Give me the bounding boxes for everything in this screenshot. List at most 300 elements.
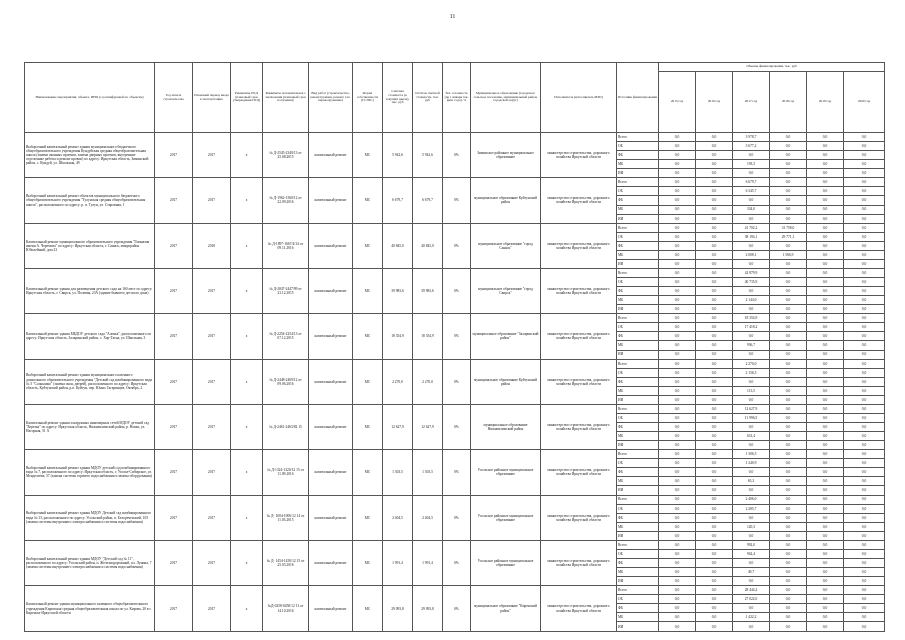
- funding-value: 0,0: [659, 341, 696, 350]
- funding-value: 0,0: [696, 214, 733, 223]
- funding-value: 0,0: [770, 459, 807, 468]
- funding-value: 0,0: [844, 540, 885, 549]
- funding-value: 0,0: [659, 540, 696, 549]
- funding-value: 0,0: [659, 595, 696, 604]
- funding-value: 0,0: [659, 622, 696, 632]
- funding-value: 0,0: [696, 205, 733, 214]
- funding-source: ИИ: [617, 531, 659, 540]
- funding-value: 0,0: [807, 250, 844, 259]
- funding-value: 0,0: [696, 133, 733, 142]
- funding-value: 0,0: [770, 142, 807, 151]
- funding-source: МБ: [617, 205, 659, 214]
- header-mun: Муниципальное образование (городское/сельское поселение, муниципальный район, городской округ): [471, 63, 541, 133]
- funding-value: 0,0: [807, 268, 844, 277]
- funding-value: 0,0: [659, 241, 696, 250]
- funding-value: 0,0: [696, 577, 733, 586]
- funding-value: 0,0: [844, 577, 885, 586]
- table-row: [25, 495, 885, 504]
- funding-source: ИИ: [617, 486, 659, 495]
- row-executor: министерство строительства, дорожного хозяйства Иркутской области: [541, 540, 617, 585]
- funding-value: 65,3: [733, 477, 770, 486]
- funding-value: 193,5: [733, 160, 770, 169]
- funding-value: 29 771,1: [770, 232, 807, 241]
- funding-value: 0,0: [696, 468, 733, 477]
- funding-value: 0,0: [844, 395, 885, 404]
- row-executor: министерство строительства, дорожного хозяйства Иркутской области: [541, 404, 617, 449]
- row-work: капитальный ремонт: [309, 178, 353, 223]
- row-ready: 0%: [443, 223, 471, 268]
- funding-value: 0,0: [807, 468, 844, 477]
- funding-value: 0,0: [807, 259, 844, 268]
- row-end: 2017: [193, 404, 231, 449]
- funding-value: 0,0: [659, 613, 696, 622]
- funding-value: 0,0: [659, 359, 696, 368]
- funding-value: 0,0: [696, 323, 733, 332]
- funding-value: 0,0: [807, 214, 844, 223]
- funding-value: 0,0: [659, 604, 696, 613]
- funding-source: Всего: [617, 268, 659, 277]
- header-form: Форма собственности (ГС/МС): [353, 63, 383, 133]
- header-year: 2015 год: [659, 72, 696, 133]
- table-row: [25, 540, 885, 549]
- funding-value: 0,0: [844, 613, 885, 622]
- row-start: 2017: [155, 268, 193, 313]
- funding-value: 0,0: [696, 386, 733, 395]
- funding-value: 0,0: [807, 377, 844, 386]
- funding-value: 0,0: [659, 205, 696, 214]
- funding-value: 17 418,2: [733, 323, 770, 332]
- table-row: [25, 450, 885, 459]
- row-remain: 5 942,6: [413, 133, 443, 178]
- funding-value: 0,0: [696, 423, 733, 432]
- funding-value: 0,0: [659, 404, 696, 413]
- funding-value: 0,0: [659, 395, 696, 404]
- funding-value: 0,0: [807, 278, 844, 287]
- funding-value: 1 240,9: [733, 459, 770, 468]
- funding-value: 0,0: [770, 241, 807, 250]
- funding-value: 0,0: [770, 531, 807, 540]
- funding-value: 0,0: [807, 305, 844, 314]
- funding-value: 0,0: [844, 332, 885, 341]
- row-municipality: Усольское районное муниципальное образование: [471, 450, 541, 495]
- funding-value: 2 285,7: [733, 504, 770, 513]
- funding-value: 0,0: [696, 268, 733, 277]
- row-psd: х: [231, 314, 263, 359]
- funding-source: ОБ: [617, 187, 659, 196]
- row-name: Выборочный капитальный ремонт здания МДОУ "Детский сад № 11", расположенного по адресу: Усольский район, п. Железнодорожный, пл. Лунина, 7 (замена системы внутреннего электроснабжения и системы водоснабжения): [25, 540, 155, 585]
- funding-value: 0,0: [807, 142, 844, 151]
- funding-value: 0,0: [696, 513, 733, 522]
- funding-value: 0,0: [733, 214, 770, 223]
- row-name: Капитальный ремонт здания МБДОУ детского сада "Аленка", расположенного по адресу: Иркутская область, Заларинский район, с. Хор-Тагна, ул. Школьная, 3: [25, 314, 155, 359]
- funding-value: 0,0: [807, 477, 844, 486]
- header-exec: Исполнитель (исполнитель МЗП): [541, 63, 617, 133]
- funding-value: 27 022,0: [733, 595, 770, 604]
- row-psd: х: [231, 404, 263, 449]
- funding-value: 0,0: [733, 423, 770, 432]
- funding-value: 40 735,9: [733, 278, 770, 287]
- row-start: 2017: [155, 314, 193, 359]
- funding-value: 0,0: [659, 568, 696, 577]
- row-executor: министерство строительства, дорожного хозяйства Иркутской области: [541, 314, 617, 359]
- row-name: Выборочный капитальный ремонт здания МДОУ детский сад комбинированного вида № 7, расположенного по адресу: Иркутская область, г. Усолье-Сибирское, ул. Менделеева, 57 (замена системы горячего водоснабжения и замена оборудования): [25, 450, 155, 495]
- row-psd: х: [231, 540, 263, 585]
- funding-value: 0,0: [807, 187, 844, 196]
- funding-value: 0,0: [770, 133, 807, 142]
- funding-value: 0,0: [659, 169, 696, 178]
- row-ready: 0%: [443, 268, 471, 313]
- funding-value: 631,4: [733, 432, 770, 441]
- funding-value: 0,0: [770, 622, 807, 632]
- row-name: Выборочный капитальный ремонт объектов муниципального бюджетного общеобразовательного учреждения "Тулунская средняя общеобразовательная школа", расположенного по адресу: р. п. Тулун, ул. Старовная, 1: [25, 178, 155, 223]
- row-expert: № Д-2545-2340/13 от 25.08.2015: [263, 133, 309, 178]
- funding-value: 0,0: [659, 386, 696, 395]
- row-cost: 2 404,5: [383, 495, 413, 540]
- funding-value: 2 144,0: [733, 296, 770, 305]
- funding-value: 0,0: [696, 160, 733, 169]
- funding-source: ОБ: [617, 595, 659, 604]
- funding-value: 0,0: [844, 232, 885, 241]
- funding-value: 0,0: [844, 622, 885, 632]
- header-year: 2017 год: [733, 72, 770, 133]
- funding-value: 0,0: [770, 350, 807, 359]
- row-work: капитальный ремонт: [309, 223, 353, 268]
- table-row: [25, 178, 885, 187]
- funding-value: 0,0: [807, 323, 844, 332]
- funding-value: 0,0: [844, 196, 885, 205]
- funding-value: 0,0: [659, 368, 696, 377]
- funding-value: 0,0: [770, 160, 807, 169]
- row-form: МС: [353, 404, 383, 449]
- funding-value: 0,0: [807, 133, 844, 142]
- row-municipality: муниципальное образование Куйтунский район: [471, 359, 541, 404]
- funding-value: 0,0: [696, 495, 733, 504]
- funding-value: 0,0: [659, 586, 696, 595]
- row-municipality: муниципальное образование Куйтунский район: [471, 178, 541, 223]
- row-executor: министерство строительства, дорожного хозяйства Иркутской области: [541, 268, 617, 313]
- funding-value: 0,0: [659, 151, 696, 160]
- row-ready: 0%: [443, 495, 471, 540]
- funding-source: ИИ: [617, 305, 659, 314]
- row-remain: 39 983,6: [413, 268, 443, 313]
- row-expert: № Д-2448-2469/12 от 09.06.2016: [263, 359, 309, 404]
- row-psd: х: [231, 586, 263, 632]
- funding-value: 0,0: [733, 169, 770, 178]
- funding-value: 0,0: [770, 169, 807, 178]
- row-psd: х: [231, 223, 263, 268]
- funding-value: 0,0: [807, 622, 844, 632]
- funding-value: 0,0: [696, 368, 733, 377]
- funding-value: 2 008,1: [733, 250, 770, 259]
- row-cost: 39 983,6: [383, 268, 413, 313]
- funding-value: 2 406,0: [733, 495, 770, 504]
- funding-value: 0,0: [770, 386, 807, 395]
- funding-value: 0,0: [770, 423, 807, 432]
- row-name: Капитальный ремонт здания для размещения детского сада на 160 мест по адресу: Иркутская область, г. Свирск, ул. Полевая, 23А (здание бывшего детского дома): [25, 268, 155, 313]
- funding-value: 0,0: [696, 305, 733, 314]
- funding-value: 18 354,9: [733, 314, 770, 323]
- funding-value: 0,0: [844, 341, 885, 350]
- row-municipality: муниципальное образование "город Свирск": [471, 268, 541, 313]
- row-municipality: муниципальное образование "Заларинский район": [471, 314, 541, 359]
- row-expert: № Д-1962-1560/12 от 22.09.2016: [263, 178, 309, 223]
- funding-source: Всего: [617, 178, 659, 187]
- funding-value: 0,0: [696, 522, 733, 531]
- funding-value: 0,0: [770, 359, 807, 368]
- row-executor: министерство строительства, дорожного хозяйства Иркутской области: [541, 586, 617, 632]
- funding-value: 0,0: [770, 586, 807, 595]
- funding-value: 0,0: [807, 332, 844, 341]
- funding-value: 2 156,5: [733, 368, 770, 377]
- funding-value: 0,0: [807, 413, 844, 422]
- funding-source: ФБ: [617, 604, 659, 613]
- funding-source: Всего: [617, 404, 659, 413]
- row-cost: 12 627,9: [383, 404, 413, 449]
- header-year: 2019 год: [807, 72, 844, 133]
- funding-value: 0,0: [807, 314, 844, 323]
- funding-source: ФБ: [617, 377, 659, 386]
- header-ready: Тех. готовность (на 1 января тек. фин. года), %: [443, 63, 471, 133]
- funding-value: 0,0: [807, 558, 844, 567]
- funding-value: 0,0: [696, 531, 733, 540]
- funding-value: 0,0: [696, 196, 733, 205]
- funding-value: 0,0: [659, 223, 696, 232]
- funding-value: 0,0: [770, 278, 807, 287]
- funding-value: 0,0: [659, 278, 696, 287]
- funding-source: ФБ: [617, 241, 659, 250]
- funding-value: 992,0: [733, 540, 770, 549]
- funding-value: 0,0: [844, 531, 885, 540]
- row-remain: 18 354,9: [413, 314, 443, 359]
- row-expert: № Д- 1454-1450/12 15 от 25.03.2016: [263, 540, 309, 585]
- funding-value: 0,0: [770, 495, 807, 504]
- row-expert: № Д-2254-2254/13 от 07.12.2015: [263, 314, 309, 359]
- funding-value: 0,0: [770, 549, 807, 558]
- funding-value: 0,0: [844, 495, 885, 504]
- funding-value: 0,0: [844, 377, 885, 386]
- funding-value: 0,0: [807, 459, 844, 468]
- funding-value: 0,0: [844, 314, 885, 323]
- row-start: 2017: [155, 359, 193, 404]
- table-row: [25, 586, 885, 595]
- page-number: 11: [449, 14, 456, 20]
- funding-value: 0,0: [844, 604, 885, 613]
- funding-source: Всего: [617, 450, 659, 459]
- row-ready: 0%: [443, 404, 471, 449]
- funding-value: 0,0: [696, 613, 733, 622]
- header-cost: Сметная стоимость (в текущих ценах), тыс. руб: [383, 63, 413, 133]
- funding-source: Всего: [617, 586, 659, 595]
- funding-value: 0,0: [696, 395, 733, 404]
- table-row: [25, 223, 885, 232]
- funding-value: 0,0: [659, 350, 696, 359]
- funding-value: 0,0: [770, 468, 807, 477]
- row-end: 2017: [193, 314, 231, 359]
- funding-value: 0,0: [770, 187, 807, 196]
- row-psd: х: [231, 133, 263, 178]
- funding-source: МБ: [617, 568, 659, 577]
- funding-source: ФБ: [617, 196, 659, 205]
- funding-value: 49,7: [733, 568, 770, 577]
- funding-value: 0,0: [696, 568, 733, 577]
- row-form: МС: [353, 133, 383, 178]
- row-executor: министерство строительства, дорожного хозяйства Иркутской области: [541, 359, 617, 404]
- funding-value: 0,0: [659, 250, 696, 259]
- row-start: 2017: [155, 450, 193, 495]
- funding-value: 0,0: [844, 305, 885, 314]
- funding-value: 0,0: [696, 350, 733, 359]
- row-work: капитальный ремонт: [309, 133, 353, 178]
- row-expert: №Д-0258-0450/12 13 от 14.10.2016: [263, 586, 309, 632]
- row-name: Капитальный ремонт здания муниципального казенного общеобразовательного учреждения Кировская средняя общеобразовательная школа по ул. Кирова, 20 в г. Киренске Иркутской области: [25, 586, 155, 632]
- funding-value: 0,0: [844, 441, 885, 450]
- funding-value: 0,0: [733, 395, 770, 404]
- funding-value: 0,0: [807, 151, 844, 160]
- funding-source: МБ: [617, 432, 659, 441]
- funding-value: 0,0: [733, 287, 770, 296]
- funding-value: 41 702,2: [733, 223, 770, 232]
- funding-value: 0,0: [696, 241, 733, 250]
- funding-value: 0,0: [733, 377, 770, 386]
- funding-value: 0,0: [807, 241, 844, 250]
- row-work: капитальный ремонт: [309, 540, 353, 585]
- funding-value: 0,0: [770, 595, 807, 604]
- funding-value: 0,0: [770, 558, 807, 567]
- funding-source: ФБ: [617, 423, 659, 432]
- funding-source: ИИ: [617, 259, 659, 268]
- funding-value: 0,0: [844, 504, 885, 513]
- funding-value: 1 566,9: [770, 250, 807, 259]
- funding-value: 0,0: [807, 450, 844, 459]
- funding-value: 0,0: [770, 323, 807, 332]
- funding-value: 0,0: [659, 413, 696, 422]
- funding-value: 0,0: [844, 223, 885, 232]
- header-start: Год начала строительства: [155, 63, 193, 133]
- funding-value: 3 978,7: [733, 133, 770, 142]
- funding-source: ОБ: [617, 504, 659, 513]
- funding-value: 0,0: [659, 477, 696, 486]
- funding-value: 0,0: [807, 604, 844, 613]
- funding-source: ФБ: [617, 558, 659, 567]
- funding-source: МБ: [617, 477, 659, 486]
- funding-value: 0,0: [659, 332, 696, 341]
- row-end: 2017: [193, 495, 231, 540]
- row-form: МС: [353, 223, 383, 268]
- funding-value: 0,0: [770, 450, 807, 459]
- funding-value: 0,0: [770, 413, 807, 422]
- funding-value: 0,0: [659, 450, 696, 459]
- row-executor: министерство строительства, дорожного хозяйства Иркутской области: [541, 178, 617, 223]
- funding-value: 0,0: [844, 386, 885, 395]
- funding-value: 0,0: [696, 604, 733, 613]
- funding-value: 0,0: [696, 432, 733, 441]
- funding-value: 0,0: [696, 622, 733, 632]
- row-municipality: муниципальное образование "город Саянск": [471, 223, 541, 268]
- row-remain: 40 845,0: [413, 223, 443, 268]
- row-ready: 0%: [443, 178, 471, 223]
- funding-source: МБ: [617, 250, 659, 259]
- row-municipality: муниципальное образование "Киренский район": [471, 586, 541, 632]
- row-form: МС: [353, 268, 383, 313]
- funding-source: Всего: [617, 133, 659, 142]
- funding-value: 0,0: [807, 613, 844, 622]
- funding-value: 0,0: [770, 214, 807, 223]
- row-end: 2017: [193, 450, 231, 495]
- funding-source: ИИ: [617, 350, 659, 359]
- funding-value: 0,0: [807, 568, 844, 577]
- funding-source: ФБ: [617, 287, 659, 296]
- row-name: Выборочный капитальный ремонт здания муниципального бюджетного общеобразовательного учреждения Кундуйская средняя общеобразовательная школа (замена оконных проемов, замена дверных проемов, внутренние отделочные работы и ремонт кровли) по адресу: Иркутская область, Зиминский район, с. Кундуй, ул. Школьная, 49: [25, 133, 155, 178]
- row-start: 2017: [155, 133, 193, 178]
- funding-value: 0,0: [807, 540, 844, 549]
- funding-value: 0,0: [659, 323, 696, 332]
- funding-value: 0,0: [659, 549, 696, 558]
- funding-value: 42 879,9: [733, 268, 770, 277]
- row-executor: министерство строительства, дорожного хозяйства Иркутской области: [541, 223, 617, 268]
- funding-value: 0,0: [770, 432, 807, 441]
- funding-value: 0,0: [770, 332, 807, 341]
- funding-value: 0,0: [696, 278, 733, 287]
- funding-value: 6 345,7: [733, 187, 770, 196]
- funding-value: 0,0: [844, 323, 885, 332]
- row-cost: 2 270,0: [383, 359, 413, 404]
- header-year: 2016 год: [696, 72, 733, 133]
- row-remain: 2 404,5: [413, 495, 443, 540]
- funding-value: 0,0: [770, 513, 807, 522]
- funding-value: 0,0: [659, 142, 696, 151]
- funding-value: 0,0: [807, 223, 844, 232]
- funding-value: 0,0: [807, 350, 844, 359]
- funding-value: 0,0: [659, 531, 696, 540]
- row-form: МС: [353, 450, 383, 495]
- funding-value: 0,0: [770, 305, 807, 314]
- funding-value: 0,0: [844, 205, 885, 214]
- row-work: капитальный ремонт: [309, 404, 353, 449]
- funding-value: 0,0: [659, 196, 696, 205]
- funding-source: МБ: [617, 522, 659, 531]
- funding-value: 0,0: [696, 450, 733, 459]
- funding-value: 0,0: [659, 432, 696, 441]
- row-start: 2017: [155, 586, 193, 632]
- funding-value: 0,0: [770, 314, 807, 323]
- funding-value: 0,0: [770, 441, 807, 450]
- row-cost: 1 991,4: [383, 540, 413, 585]
- funding-source: ФБ: [617, 332, 659, 341]
- funding-value: 0,0: [844, 359, 885, 368]
- funding-value: 11 996,5: [733, 413, 770, 422]
- funding-value: 0,0: [696, 441, 733, 450]
- funding-value: 0,0: [659, 558, 696, 567]
- funding-value: 0,0: [659, 423, 696, 432]
- row-executor: министерство строительства, дорожного хозяйства Иркутской области: [541, 133, 617, 178]
- row-name: Капитальный ремонт муниципального образовательного учреждения "Гимназия имени А. Черемова" по адресу: Иркутская область, г. Саянск, микрорайон Юбилейный, дом 23: [25, 223, 155, 268]
- row-expert: № Д-2461-2463/82 15: [263, 404, 309, 449]
- funding-value: 0,0: [844, 296, 885, 305]
- funding-value: 0,0: [659, 214, 696, 223]
- funding-value: 0,0: [844, 151, 885, 160]
- funding-value: 0,0: [844, 142, 885, 151]
- funding-value: 0,0: [696, 232, 733, 241]
- table-row: [25, 268, 885, 277]
- funding-value: 0,0: [844, 450, 885, 459]
- funding-value: 0,0: [733, 622, 770, 632]
- funding-value: 0,0: [696, 486, 733, 495]
- funding-source: ИИ: [617, 577, 659, 586]
- funding-value: 120,3: [733, 522, 770, 531]
- funding-value: 0,0: [733, 577, 770, 586]
- funding-value: 0,0: [659, 577, 696, 586]
- funding-value: 2 270,0: [733, 359, 770, 368]
